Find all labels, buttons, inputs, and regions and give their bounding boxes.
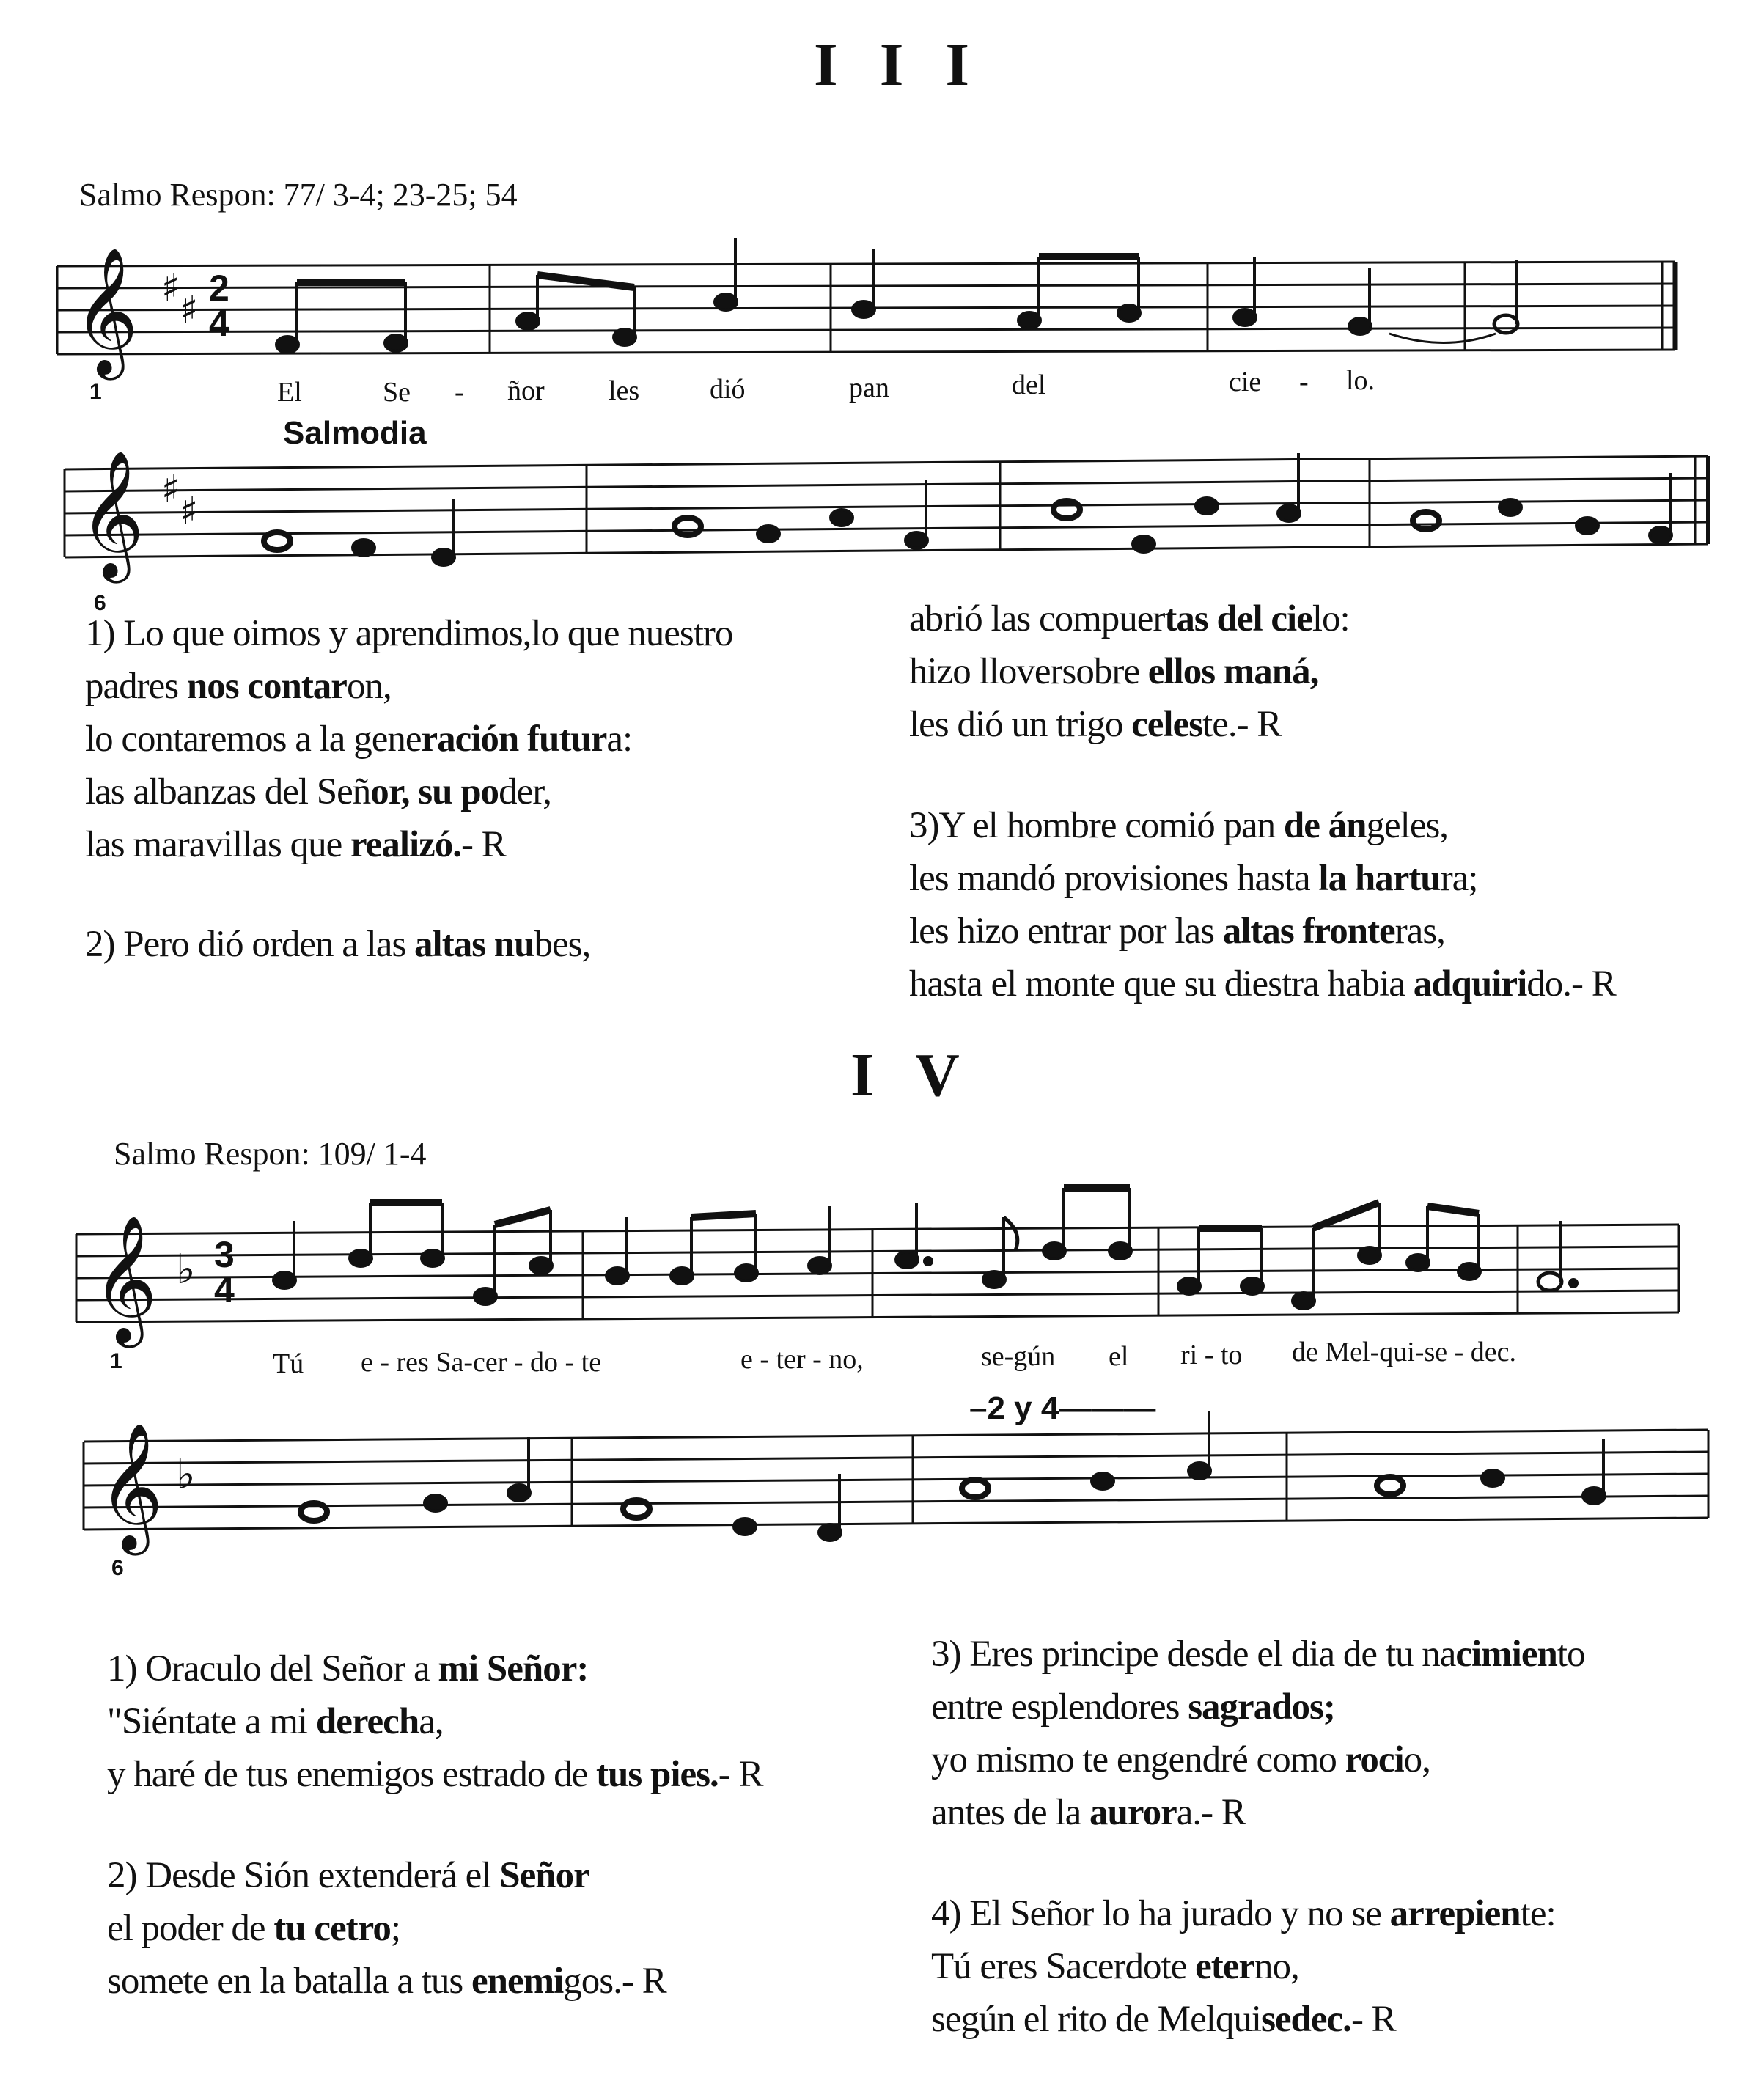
staff-number-iii-1: 1 <box>89 380 102 404</box>
verse-text-bold: enemi <box>471 1961 564 2002</box>
verse-text-bold: mi Señor: <box>438 1648 589 1689</box>
staff-number-iv-1: 1 <box>110 1349 122 1373</box>
verse-text: gos.- R <box>563 1961 666 2002</box>
lyric-syllable: ri - to <box>1180 1340 1243 1370</box>
svg-text:♯: ♯ <box>161 266 180 310</box>
verse-text: o, <box>1403 1739 1430 1780</box>
verse-text-bold: ellos maná, <box>1147 651 1319 692</box>
lyric-syllable: pan <box>849 372 889 403</box>
verse-text: der, <box>499 771 551 812</box>
verse-text: ; <box>390 1908 401 1949</box>
verse-line <box>931 1681 1585 1733</box>
verse-text: padres <box>85 666 187 707</box>
lyric-syllable: e - ter - no, <box>740 1344 864 1375</box>
verse-line <box>107 1748 763 1801</box>
svg-text:𝄞: 𝄞 <box>98 1422 163 1550</box>
verse-text-bold: tus pies. <box>596 1754 719 1795</box>
verse-text-bold: altas fronte <box>1222 911 1395 952</box>
verses-iv-right <box>931 1628 1585 2046</box>
verse-text: hizo lloversobre <box>909 651 1148 692</box>
verse-text: 4) El Señor lo ha jurado y no se <box>931 1893 1390 1934</box>
lyric-syllable: se-gún <box>981 1341 1056 1372</box>
verse-text-bold: altas nu <box>414 924 534 965</box>
verse-line <box>931 1887 1585 1940</box>
verse-text: bes, <box>534 924 591 965</box>
verse-text: somete en la batalla a tus <box>107 1961 471 2002</box>
svg-text:𝄞: 𝄞 <box>79 450 144 578</box>
svg-text:4: 4 <box>214 1269 235 1310</box>
verse-text: Tú eres Sacerdote <box>931 1946 1196 1987</box>
lyric-syllable: Se <box>383 377 411 408</box>
lyric-syllable: les <box>609 375 640 406</box>
verse-text: a, <box>419 1701 444 1742</box>
verse-text: no, <box>1254 1946 1299 1987</box>
lyric-syllable: - <box>455 377 464 408</box>
verse-text-bold: tas del cie <box>1164 598 1312 639</box>
verse-text: - R <box>1350 1999 1396 2040</box>
staff-number-iv-2: 6 <box>111 1556 124 1580</box>
svg-text:𝄞: 𝄞 <box>73 247 139 375</box>
svg-text:♯: ♯ <box>180 490 199 534</box>
verse-text: a.- R <box>1176 1792 1246 1833</box>
svg-text:♯: ♯ <box>180 288 199 332</box>
verse-text-bold: la hartu <box>1318 858 1441 899</box>
verse-text: hasta el monte que su diestra habia <box>909 963 1414 1005</box>
verse-text: según el rito de Melqui <box>931 1999 1262 2040</box>
verse-text-bold: cimien <box>1455 1634 1557 1675</box>
verse-iv-2 <box>107 1849 763 2008</box>
verse-text: les mandó provisiones hasta <box>909 858 1319 899</box>
verse-text-bold: arrepien <box>1389 1893 1521 1934</box>
verse-text-bold: Señor <box>499 1855 589 1896</box>
verse-text: on, <box>346 666 392 707</box>
verse-line <box>107 1695 763 1748</box>
verse-text: te.- R <box>1202 704 1282 745</box>
verses-iv-left <box>107 1642 763 2008</box>
verse-text-bold: adquiri <box>1413 963 1527 1005</box>
verse-line <box>107 1955 763 2008</box>
verse-text: les dió un trigo <box>909 704 1132 745</box>
lyric-syllable: de Mel-qui-se - dec. <box>1292 1337 1516 1367</box>
repeat-label: –2 y 4——— <box>969 1390 1156 1426</box>
verse-text-bold: derech <box>315 1701 419 1742</box>
salmodia-label: Salmodia <box>283 415 427 451</box>
svg-text:♭: ♭ <box>176 1451 196 1499</box>
verse-text: a: <box>606 719 633 760</box>
verse-text: yo mismo te engendré como <box>931 1739 1345 1780</box>
verse-text: ra; <box>1440 858 1478 899</box>
verse-text: y haré de tus enemigos estrado de <box>107 1754 597 1795</box>
lyric-syllable: Tú <box>273 1348 304 1379</box>
verse-text: "Siéntate a mi <box>107 1701 316 1742</box>
lyric-syllable: lo. <box>1346 365 1375 396</box>
verse-text: 1) Lo que oimos y aprendimos,lo que nuestro <box>85 613 733 654</box>
verse-text-bold: roci <box>1345 1739 1404 1780</box>
svg-text:2: 2 <box>209 268 229 309</box>
verse-text-bold: auror <box>1089 1792 1177 1833</box>
verse-text: las maravillas que <box>85 824 350 865</box>
verse-iv-4 <box>931 1887 1585 2046</box>
verse-text: - R <box>461 824 506 865</box>
verse-text-bold: eter <box>1195 1946 1254 1987</box>
verse-text: lo: <box>1312 598 1350 639</box>
svg-text:3: 3 <box>214 1234 235 1275</box>
verse-text: 3) Eres principe desde el dia de tu na <box>931 1634 1456 1675</box>
verse-text: do.- R <box>1526 963 1616 1005</box>
svg-text:♭: ♭ <box>176 1246 196 1293</box>
section-title-iii: I I I <box>814 31 983 99</box>
svg-text:4: 4 <box>209 303 229 344</box>
verse-text-bold: realizó. <box>350 824 462 865</box>
verse-text: 2) Pero dió orden a las <box>85 924 415 965</box>
verse-text: antes de la <box>931 1792 1089 1833</box>
verse-text-bold: or, su po <box>370 771 499 812</box>
verse-text: lo contaremos a la gene <box>85 719 422 760</box>
verse-text-bold: tu cetro <box>273 1908 391 1949</box>
lyric-syllable: ñor <box>507 375 545 406</box>
verse-text-bold: sedec. <box>1261 1999 1351 2040</box>
lyric-syllable: dió <box>710 374 746 405</box>
staff-number-iii-2: 6 <box>94 591 106 615</box>
verse-text: ras, <box>1394 911 1445 952</box>
lyric-syllable: del <box>1012 370 1046 400</box>
lyric-syllable: el <box>1109 1341 1129 1372</box>
verse-line <box>931 1786 1585 1839</box>
verse-text-bold: sagrados; <box>1188 1686 1335 1728</box>
verse-text: te: <box>1520 1893 1556 1934</box>
verse-line <box>931 1940 1585 1993</box>
lyric-syllable: - <box>1299 367 1309 397</box>
verse-text: el poder de <box>107 1908 274 1949</box>
verse-text: les hizo entrar por las <box>909 911 1223 952</box>
verse-line <box>107 1849 763 1902</box>
verse-text-bold: celes <box>1131 704 1203 745</box>
verse-line <box>107 1902 763 1955</box>
verse-text: geles, <box>1366 805 1449 846</box>
verse-iv-1 <box>107 1642 763 1801</box>
verse-text: entre esplendores <box>931 1686 1188 1728</box>
lyric-syllable: cie <box>1229 367 1262 397</box>
verse-iv-3 <box>931 1628 1585 1839</box>
verse-text: to <box>1557 1634 1585 1675</box>
verse-text-bold: ración futur <box>421 719 607 760</box>
verse-text: - R <box>718 1754 763 1795</box>
verse-text: las albanzas del Señ <box>85 771 371 812</box>
verse-text-bold: nos contar <box>186 666 347 707</box>
verse-line <box>931 1628 1585 1681</box>
verse-text: 1) Oraculo del Señor a <box>107 1648 438 1689</box>
svg-text:♯: ♯ <box>161 468 180 512</box>
verse-text-bold: de án <box>1283 805 1367 846</box>
verse-line <box>931 1733 1585 1786</box>
lyric-syllable: El <box>277 377 302 408</box>
verse-text: 3)Y el hombre comió pan <box>909 805 1284 846</box>
lyric-syllable: e - res Sa-cer - do - te <box>361 1347 602 1378</box>
salmo-ref-iv: Salmo Respon: 109/ 1-4 <box>114 1136 427 1172</box>
verse-line <box>931 1993 1585 2046</box>
verse-text: abrió las compuer <box>909 598 1165 639</box>
verse-line <box>107 1642 763 1695</box>
verse-text: 2) Desde Sión extenderá el <box>107 1855 500 1896</box>
salmo-ref-iii: Salmo Respon: 77/ 3-4; 23-25; 54 <box>79 177 518 213</box>
svg-text:𝄞: 𝄞 <box>92 1215 158 1343</box>
section-title-iv: I V <box>850 1041 973 1109</box>
